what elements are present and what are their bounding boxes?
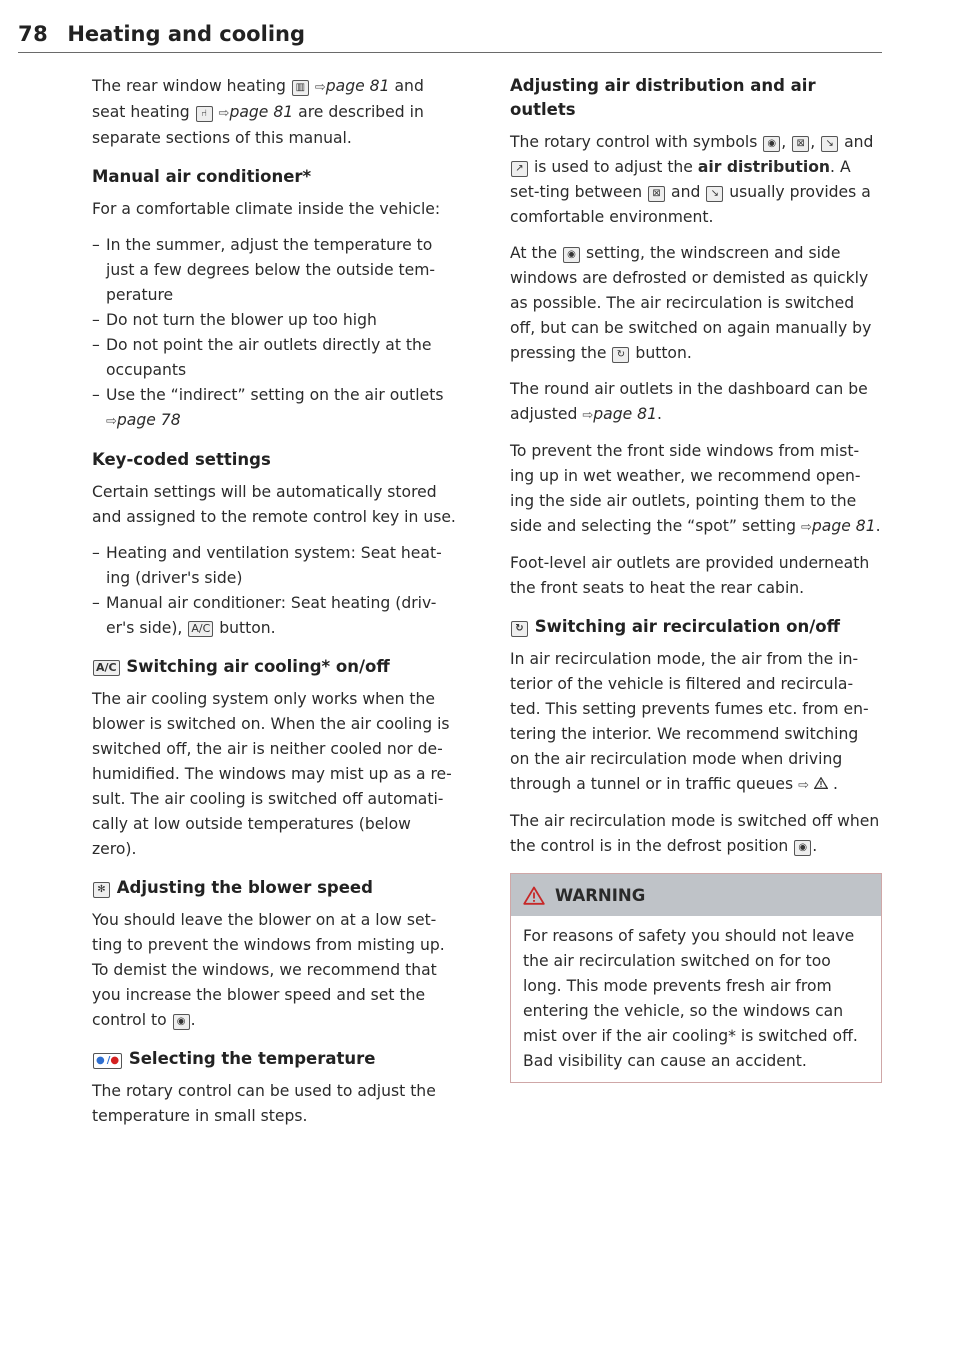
ac-switch-heading — [92, 655, 460, 679]
warning-box — [510, 873, 882, 1083]
distribution-p2 — [510, 241, 882, 366]
defrost-icon: ◉ — [563, 247, 580, 263]
distribution-p5: Foot-level air outlets are provided underneath the front seats to heat the rear cabin. — [510, 554, 870, 597]
list-item: – Heating and ventilation system: Seat heat-ing (driver's side) — [92, 541, 460, 591]
heading-text: Adjusting the blower speed — [116, 878, 373, 897]
intro-text: The rear window heating — [92, 77, 286, 95]
page-reference-arrow-icon: ⇨ — [798, 778, 810, 793]
left-column — [92, 74, 460, 1140]
list-item-text: button. — [219, 619, 276, 637]
page-reference-arrow-icon: ⇨ — [800, 520, 812, 535]
blower-text: You should leave the blower on at a low set-ting to prevent the windows from misting up. To demist the windows, we recommend that you increase the blower speed and set the control to ◉ . — [92, 911, 445, 1029]
page-reference-arrow-icon: ⇨ — [314, 80, 326, 95]
list-item: – Do not turn the blower up too high — [92, 308, 460, 333]
temperature-text: The rotary control can be used to adjust the temperature in small steps. — [92, 1082, 436, 1125]
list-item-text: Manual air conditioner: Seat heating (driv-er's side), — [106, 594, 437, 637]
distribution-p4: To prevent the front side windows from mist-ing up in wet weather, we recommend open-ing the side air outlets, pointing them to the side and selecting the “spot” setting ⇨page 81. — [510, 442, 881, 535]
heading-text: Switching air cooling* on/off — [126, 657, 390, 676]
upper-body-icon: ↗ — [511, 161, 528, 177]
recirculation-icon: ↻ — [612, 347, 629, 363]
key-coded-heading: Key-coded settings — [92, 450, 271, 469]
warning-triangle-icon[interactable] — [814, 775, 833, 793]
temperature-heading — [92, 1047, 460, 1071]
intro-text: are described in separate sections of this manual. — [92, 103, 424, 147]
warning-title: WARNING — [555, 885, 646, 905]
distribution-p1: The rotary control with symbols ◉ , ⊠ , ↘ and ↗ is used to adjust the air distribution. A set-ting between ⊠ and ↘ usually provides a comfortable environment. — [510, 133, 874, 226]
ac-button-symbol: A/C — [93, 660, 120, 676]
page-reference-arrow-icon: ⇨ — [218, 106, 230, 121]
paragraph-text: button. — [635, 344, 692, 362]
list-item: – Do not point the air outlets directly at the occupants — [92, 333, 460, 383]
page-reference[interactable]: page 81 — [325, 77, 390, 95]
manual-ac-heading: Manual air conditioner* — [92, 167, 312, 186]
manual-ac-intro: For a comfortable climate inside the vehicle: — [92, 200, 441, 218]
page-reference[interactable]: page 81 — [811, 517, 876, 535]
list-item: – In the summer, adjust the temperature to just a few degrees below the outside tem-perature — [92, 233, 460, 308]
paragraph-text: The round air outlets in the dashboard can be adjusted — [510, 380, 868, 423]
paragraph-text: and — [671, 183, 701, 201]
key-coded-list — [92, 541, 460, 641]
key-coded-text: Certain settings will be automatically stored and assigned to the remote control key in use. — [92, 483, 456, 526]
recirculation-p2: The air recirculation mode is switched off when the control is in the defrost position ◉ . — [510, 812, 880, 855]
bold-term: air distribution — [697, 158, 831, 176]
paragraph-text: The rotary control with symbols — [510, 133, 758, 151]
defrost-icon: ◉ — [173, 1014, 190, 1030]
paragraph-text: usually provides a comfortable environment. — [510, 183, 871, 226]
section-title: Heating and cooling — [67, 22, 305, 46]
manual-ac-list — [92, 233, 460, 434]
footwell-icon: ↘ — [821, 136, 838, 152]
warning-triangle-icon — [523, 886, 545, 905]
ac-button-symbol: A/C — [188, 621, 213, 637]
distribution-heading: Adjusting air distribution and air outlets — [510, 76, 816, 119]
heading-text: Switching air recirculation on/off — [534, 617, 840, 636]
windscreen-footwell-icon: ⊠ — [648, 186, 665, 202]
blower-heading — [92, 876, 460, 900]
paragraph-text: . A set-ting between — [510, 158, 851, 201]
paragraph-text: In air recirculation mode, the air from the in-terior of the vehicle is filtered and recircula-ted. This setting prevents fumes etc. from en-tering the interior. We recommend switching on the air recirculation mode when driving through a tunnel or in traffic queues — [510, 650, 869, 793]
list-item-text: Use the “indirect” setting on the air outlets — [106, 386, 444, 404]
list-item — [92, 383, 460, 434]
recirculation-icon: ↻ — [511, 621, 528, 637]
paragraph-text: and — [844, 133, 874, 151]
page-number: 78 — [18, 22, 49, 46]
distribution-p3: The round air outlets in the dashboard can be adjusted ⇨page 81. — [510, 380, 868, 423]
temperature-icon: ● /● — [93, 1053, 122, 1069]
fan-icon: ✻ — [93, 882, 110, 898]
paragraph-text: At the — [510, 244, 558, 262]
recirculation-p1: In air recirculation mode, the air from the in-terior of the vehicle is filtered and recircula-ted. This setting prevents fumes etc. from en-tering the interior. We recommend switching on the air recirculation mode when driving through a tunnel or in traffic queues ⇨ . — [510, 650, 869, 793]
right-column — [510, 74, 882, 1083]
warning-header — [511, 874, 881, 916]
intro-text: and seat heating — [92, 77, 424, 121]
rear-window-heating-icon: ▥ — [292, 80, 309, 96]
blower-text-body: You should leave the blower on at a low set-ting to prevent the windows from misting up. To demist the windows, we recommend that you increase the blower speed and set the control to — [92, 911, 445, 1029]
defrost-icon: ◉ — [794, 840, 811, 856]
ac-switch-text: The air cooling system only works when the blower is switched on. When the air cooling is switched off, the air is neither cooled nor de-humidified. The windows may mist up as a re-sult. The air cooling is switched off automati-cally at low outside temperatures (below zero). — [92, 690, 452, 858]
intro-paragraph — [92, 74, 460, 151]
paragraph-text: is used to adjust the — [533, 158, 693, 176]
seat-heating-icon: ⑁ — [196, 106, 213, 122]
recirculation-heading — [510, 615, 882, 639]
paragraph-text: To prevent the front side windows from mist-ing up in wet weather, we recommend open-ing the side air outlets, pointing them to the side and selecting the “spot” setting — [510, 442, 861, 535]
list-item — [92, 591, 460, 641]
page-reference[interactable]: page 78 — [116, 411, 181, 429]
paragraph-text: The air recirculation mode is switched off when the control is in the defrost position — [510, 812, 880, 855]
warning-text: For reasons of safety you should not leave the air recirculation switched on for too long. This mode prevents fresh air from entering the vehicle, so the windows can mist over if the air cooling* is switched off. Bad visibility can cause an accident. — [523, 927, 858, 1070]
heading-text: Selecting the temperature — [128, 1049, 376, 1068]
footwell-icon: ↘ — [706, 186, 723, 202]
page-reference[interactable]: page 81 — [593, 405, 658, 423]
header-rule — [18, 52, 882, 53]
defrost-icon: ◉ — [763, 136, 780, 152]
paragraph-text: setting, the windscreen and side windows are defrosted or demisted as quickly as possible. The air recirculation is switched off, but can be switched on again manually by pressing the — [510, 244, 872, 362]
page-header — [18, 22, 882, 46]
windscreen-footwell-icon: ⊠ — [792, 136, 809, 152]
page-reference[interactable]: page 81 — [229, 103, 294, 121]
page-reference-arrow-icon: ⇨ — [582, 408, 594, 423]
page-reference-arrow-icon: ⇨ — [106, 414, 117, 429]
